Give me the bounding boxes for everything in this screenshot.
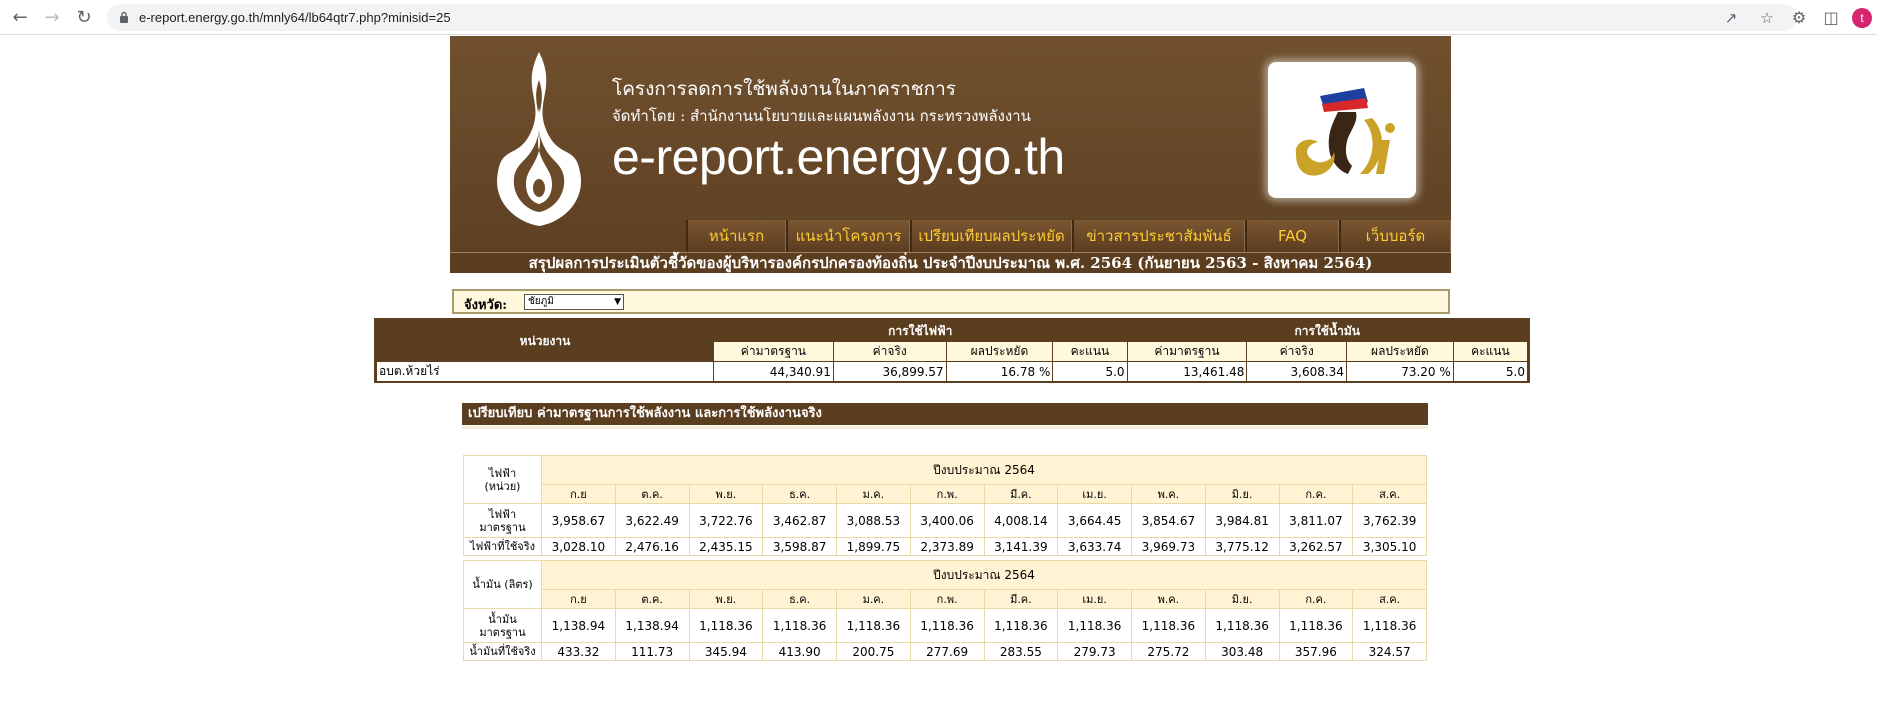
forward-arrow-icon[interactable]: → [44,7,60,28]
table-cell: 1,138.94 [542,609,615,642]
month-header: พ.ค. [1132,590,1205,608]
month-header: ม.ค. [837,485,910,503]
month-header: ม.ค. [837,590,910,608]
menu-faq[interactable]: FAQ [1245,220,1339,252]
menu-compare-savings[interactable]: เปรียบเทียบผลประหยัด [910,220,1072,252]
table-cell: 2,373.89 [911,538,984,555]
table-cell: 1,118.36 [1206,609,1279,642]
table-cell: 3,262.57 [1280,538,1353,555]
table-cell: 324.57 [1353,643,1426,660]
electricity-standard-label [464,504,541,537]
oil-actual-label: น้ำมันที่ใช้จริง [464,643,541,660]
table-cell: 3,305.10 [1353,538,1426,555]
month-header: ส.ค. [1353,590,1426,608]
table-cell: 2,435.15 [690,538,763,555]
profile-avatar[interactable]: t [1852,8,1872,28]
table-cell: 3,598.87 [763,538,836,555]
table-cell: 1,118.36 [837,609,910,642]
table-cell: 275.72 [1132,643,1205,660]
oil-score-header: คะแนน [1454,342,1527,361]
table-cell: 3,028.10 [542,538,615,555]
month-header: ก.ค. [1280,485,1353,503]
month-header: มี.ค. [985,485,1058,503]
province-selected-value: ชัยภูมิ [528,296,554,307]
bookmark-star-icon[interactable]: ☆ [1760,9,1774,27]
elec-saving-value: 16.78 % [947,362,1053,381]
table-cell: 200.75 [837,643,910,660]
table-cell: 1,118.36 [763,609,836,642]
month-header: ก.พ. [911,485,984,503]
site-banner [450,36,1451,252]
table-cell: 3,664.45 [1058,504,1131,537]
summary-table [374,318,1530,383]
unit-header: หน่วยงาน [377,321,713,361]
month-header: มิ.ย. [1206,485,1279,503]
table-cell: 3,984.81 [1206,504,1279,537]
month-header: พ.ค. [1132,485,1205,503]
elec-saving-header: ผลประหยัด [947,342,1053,361]
month-header: ธ.ค. [763,485,836,503]
month-header: ก.ย [542,485,615,503]
table-cell: 3,958.67 [542,504,615,537]
table-cell: 3,462.87 [763,504,836,537]
month-header: ก.ค. [1280,590,1353,608]
table-cell: 3,633.74 [1058,538,1131,555]
flame-logo-icon [480,50,598,228]
address-bar[interactable] [107,4,1797,31]
oil-standard-line1: น้ำมัน [488,612,517,626]
lock-icon [119,11,129,23]
month-header: ก.ย [542,590,615,608]
table-cell: 433.32 [542,643,615,660]
main-menu [686,220,1451,252]
month-header: เม.ย. [1058,485,1131,503]
table-row [464,609,1426,642]
compare-divider [462,426,1428,429]
table-cell: 3,400.06 [911,504,984,537]
back-arrow-icon[interactable]: ← [12,7,28,28]
table-cell: 3,811.07 [1280,504,1353,537]
url-text[interactable]: e-report.energy.go.th/mnly64/lb64qtr7.php?minisid=25 [139,10,451,25]
extensions-icon[interactable]: ⚙ [1791,8,1807,27]
oil-actual-value: 3,608.34 [1247,362,1346,381]
province-label: จังหวัด: [464,298,508,313]
table-cell: 1,118.36 [985,609,1058,642]
table-cell: 2,476.16 [616,538,689,555]
month-header: มิ.ย. [1206,590,1279,608]
table-cell: 3,775.12 [1206,538,1279,555]
electricity-compare-table [463,455,1427,556]
province-select[interactable] [524,294,624,310]
table-cell: 283.55 [985,643,1058,660]
elec-score-value: 5.0 [1053,362,1126,381]
month-header: พ.ย. [690,485,763,503]
elec-standard-value: 44,340.91 [714,362,833,381]
chevron-down-icon: ▼ [614,297,621,307]
oil-fiscal-year: ปีงบประมาณ 2564 [542,561,1426,589]
oil-unit-label: น้ำมัน (ลิตร) [464,561,541,608]
table-cell: 3,141.39 [985,538,1058,555]
table-cell: 1,118.36 [1280,609,1353,642]
electricity-unit-line1: ไฟฟ้า [488,466,517,480]
table-cell: 303.48 [1206,643,1279,660]
table-cell: 413.90 [763,643,836,660]
elec-actual-value: 36,899.57 [834,362,946,381]
site-name: e-report.energy.go.th [612,129,1065,185]
table-cell: 3,969.73 [1132,538,1205,555]
table-cell: 3,088.53 [837,504,910,537]
electricity-header: การใช้ไฟฟ้า [714,321,1127,341]
oil-saving-value: 73.20 % [1347,362,1453,381]
oil-month-row [464,590,1426,608]
month-header: ธ.ค. [763,590,836,608]
oil-standard-header: ค่ามาตรฐาน [1128,342,1247,361]
table-row [464,504,1426,537]
reload-icon[interactable]: ↻ [76,7,92,28]
table-cell: 4,008.14 [985,504,1058,537]
table-cell: 1,118.36 [690,609,763,642]
table-cell: 345.94 [690,643,763,660]
oil-compare-table [463,560,1427,661]
month-header: ก.พ. [911,590,984,608]
summary-title: สรุปผลการประเมินตัวชี้วัดของผู้บริหารองค์กรปกครองท้องถิ่น ประจำปีงบประมาณ พ.ศ. 2564 (กันยายน 2563 - สิงหาคม 2564) [450,252,1451,273]
menu-home[interactable]: หน้าแรก [686,220,786,252]
side-panel-icon[interactable]: ◫ [1823,8,1839,27]
compare-title: เปรียบเทียบ ค่ามาตรฐานการใช้พลังงาน และการใช้พลังงานจริง [462,403,1428,425]
oil-header: การใช้น้ำมัน [1128,321,1527,341]
month-header: ส.ค. [1353,485,1426,503]
elec-actual-header: ค่าจริง [834,342,946,361]
electricity-month-row [464,485,1426,503]
electricity-actual-label: ไฟฟ้าที่ใช้จริง [464,538,541,555]
table-cell: 357.96 [1280,643,1353,660]
browser-toolbar [0,0,1877,35]
electricity-standard-line1: ไฟฟ้า [488,507,517,521]
evi-logo-icon [1268,62,1416,198]
oil-saving-header: ผลประหยัด [1347,342,1453,361]
menu-news[interactable]: ข่าวสารประชาสัมพันธ์ [1072,220,1245,252]
table-cell: 3,722.76 [690,504,763,537]
menu-webboard[interactable]: เว็บบอร์ด [1339,220,1451,252]
oil-actual-header: ค่าจริง [1247,342,1346,361]
month-header: พ.ย. [690,590,763,608]
oil-standard-value: 13,461.48 [1128,362,1247,381]
organizer-text: จัดทำโดย : สำนักงานนโยบายและแผนพลังงาน กระทรวงพลังงาน [612,107,1031,125]
table-cell: 1,118.36 [1353,609,1426,642]
unit-name: อบต.ห้วยไร่ [377,362,713,381]
elec-score-header: คะแนน [1053,342,1126,361]
menu-about-project[interactable]: แนะนำโครงการ [786,220,910,252]
elec-standard-header: ค่ามาตรฐาน [714,342,833,361]
oil-standard-label [464,609,541,642]
province-filter [452,289,1450,314]
table-row [464,643,1426,660]
table-cell: 277.69 [911,643,984,660]
table-cell: 3,762.39 [1353,504,1426,537]
table-cell: 1,118.36 [911,609,984,642]
electricity-fiscal-year: ปีงบประมาณ 2564 [542,456,1426,484]
table-cell: 1,118.36 [1132,609,1205,642]
table-row [377,362,1527,381]
month-header: ต.ค. [616,485,689,503]
month-header: ต.ค. [616,590,689,608]
table-cell: 1,118.36 [1058,609,1131,642]
electricity-unit-line2: (หน่วย) [484,479,521,493]
table-row [464,538,1426,555]
electricity-unit-label [464,456,541,503]
project-title: โครงการลดการใช้พลังงานในภาคราชการ [612,78,957,100]
table-cell: 1,899.75 [837,538,910,555]
table-cell: 1,138.94 [616,609,689,642]
share-icon[interactable]: ↗ [1724,9,1738,27]
table-cell: 111.73 [616,643,689,660]
electricity-standard-line2: มาตรฐาน [479,520,526,534]
oil-standard-line2: มาตรฐาน [479,625,526,639]
month-header: มี.ค. [985,590,1058,608]
table-cell: 279.73 [1058,643,1131,660]
month-header: เม.ย. [1058,590,1131,608]
oil-score-value: 5.0 [1454,362,1527,381]
table-cell: 3,622.49 [616,504,689,537]
table-cell: 3,854.67 [1132,504,1205,537]
